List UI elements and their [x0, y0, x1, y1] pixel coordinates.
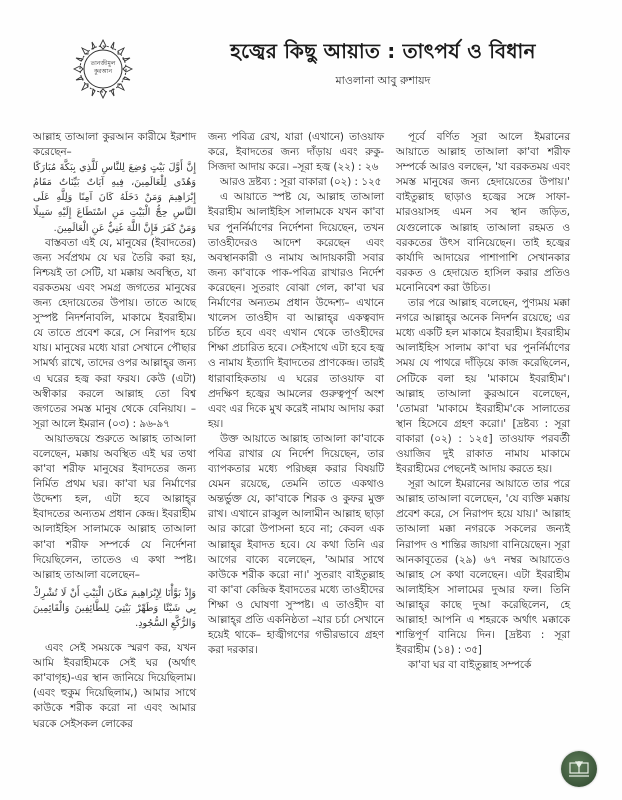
arabic-verse-1: إِنَّ أَوَّلَ بَيْتٍ وُضِعَ لِلنَّاسِ لَلَّذِي بِبَكَّةَ مُبَارَكًا وَهُدًى لِلْعَالَمِينَ، فِيهِ آيَاتٌ بَيِّنَاتٌ مَقَامُ إِبْرَاهِيمَ وَمَنْ دَخَلَهُ كَانَ آمِنًا وَلِلَّهِ عَلَى النَّاسِ حِجُّ الْبَيْتِ مَنِ اسْتَطَاعَ إِلَيْهِ سَبِيلًا وَمَنْ كَفَرَ فَإِنَّ اللَّهَ غَنِيٌّ عَنِ الْعَالَمِينَ.	[33, 162, 196, 234]
reference-note: আরও দ্রষ্টব্য : সূরা বাকারা (০২) : ১২৫	[220, 176, 382, 189]
article-author: মাওলানা আবু রুশায়দ	[335, 74, 431, 87]
text-column-3	[396, 130, 570, 673]
paragraph: পূর্বে বর্ণিত সূরা আলে ইমরানের আয়াতে আল্লাহ তাআলা কা'বা শরীফ সম্পর্কে আরও বলছেন, 'যা বরকতময় এবং সমস্ত মানুষের জন্য হেদায়েতের উপায়।' বাইতুল্লাহ ছাড়াও হজ্বের সঙ্গে সাফা-মারওয়াসহ এমন সব স্থান জড়িত, যেগুলোকে আল্লাহ তাআলা রহমত ও বরকতের উৎস বানিয়েছেন। তাই হজ্বের কার্যাদি আদায়ের পাশাপাশি সেখানকার বরকত ও হেদায়েত হাসিল করার প্রতিও মনোনিবেশ করা উচিত।	[396, 131, 570, 294]
arabic-verse-2: وَإِذْ بَوَّأْنَا لِإِبْرَاهِيمَ مَكَانَ الْبَيْتِ أَنْ لَا تُشْرِكْ بِي شَيْئًا وَطَهِّرْ بَيْتِيَ لِلطَّائِفِينَ وَالْقَائِمِينَ وَالرُّكَّعِ السُّجُودِ.	[33, 587, 196, 629]
paragraph: আয়াতদ্বয়ে শুরুতে আল্লাহ তাআলা বলেছেন, মক্কায় অবস্থিত এই ঘর তথা কা'বা শরীফ মানুষের ইবাদতের জন্য নির্মিত প্রথম ঘর। কা'বা ঘর নির্মাণের উদ্দেশ্য হল, এটা হবে আল্লাহ্‌র ইবাদতের অন্যতম প্রধান কেন্দ্র। ইবরাহীম আলাইহিস সালামকে আল্লাহ তাআলা কা'বা শরীফ সম্পর্কে যে নির্দেশনা দিয়েছিলেন, তাতেও এ কথা স্পষ্ট। আল্লাহ তাআলা বলেছেন–	[33, 432, 196, 581]
text-column-2	[208, 130, 384, 658]
paragraph: বাস্তবতা এই যে, মানুষের (ইবাদতের) জন্য সর্বপ্রথম যে ঘর তৈরি করা হয়, নিশ্চয়ই তা সেটি, যা মক্কায় অবস্থিত, যা বরকতময় এবং সমগ্র জগতের মানুষের জন্য হেদায়েতের উপায়। তাতে আছে সুস্পষ্ট নিদর্শনাবলি, মাকামে ইবরাহীম। যে তাতে প্রবেশ করে, সে নিরাপদ হয়ে যায়। মানুষের মধ্যে যারা সেখানে পৌছার সামর্থ্য রাখে, তাদের ওপর আল্লাহ্‌র জন্য এ ঘরের হজ্ব করা ফরয। কেউ (এটা) অস্বীকার করলে আল্লাহ তো বিশ্ব জগতের সমস্ত মানুষ থেকে বেনিয়ায। –সূরা আলে ইমরান (০৩) : ৯৬-৯৭	[33, 236, 196, 430]
logo-text: তানজীমুল কুরআন	[90, 60, 116, 75]
intro-paragraph: আল্লাহ তাআলা কুরআন কারীমে ইরশাদ করেছেন–	[33, 131, 196, 159]
paragraph: এ আয়াতে স্পষ্ট যে, আল্লাহ তাআলা ইবরাহীম আলাইহিস সালামকে যখন কা'বা ঘর পুনর্নির্মাণের নির্দেশনা দিয়েছেন, তখন তাওহীদেরও আদেশ করেছেন এবং অবস্থানকারী ও নামায আদায়কারী সবার জন্য কা'বাকে পাক-পবিত্র রাখারও নির্দেশ করেছেন। সুতরাং বোঝা গেল, কা'বা ঘর নির্মাণের অন্যতম প্রধান উদ্দেশ্য– এখানে খালেস তাওহীদ বা আল্লাহ্‌র একত্ববাদ চর্চিত হবে এবং এখান থেকে তাওহীদের শিক্ষা প্রচারিত হবে। সেইসাথে এটা হবে হজ্ব ও নামায ইত্যাদি ইবাদতের প্রাণকেন্দ্র। তারই ধারাবাহিকতায় এ ঘরের তাওয়াফ বা প্রদক্ষিণ হজ্বের আমলের গুরুত্বপূর্ণ অংশ এবং এর দিকে মুখ করেই নামায আদায় করা হয়।	[208, 191, 384, 430]
paragraph: তার পরে আল্লাহ বলেছেন, পুণ্যময় মক্কা নগরে আল্লাহ্‌র অনেক নিদর্শন রয়েছে; এর মধ্যে একটি হল মাকামে ইবরাহীম। ইবরাহীম আলাইহিস সালাম কা'বা ঘর পুনর্নির্মাণের সময় যে পাথরে দাঁড়িয়ে কাজ করেছিলেন, সেটিকে বলা হয় 'মাকামে ইবরাহীম'। আল্লাহ তাআলা কুরআনে বলেছেন, 'তোমরা 'মাকামে ইবরাহীম'কে সালাতের স্থান হিসেবে গ্রহণ করো।' [দ্রষ্টব্য : সূরা বাকারা (০২) : ১২৫] তাওয়াফ পরবর্তী ওয়াজিব দুই রাকাত নামায মাকামে ইবরাহীমের পেছনেই আদায় করতে হয়।	[396, 297, 570, 476]
paragraph: সূরা আলে ইমরানের আয়াতে তার পরে আল্লাহ তাআলা বলেছেন, 'যে ব্যক্তি মক্কায় প্রবেশ করে, সে নিরাপদ হয়ে যায়।' আল্লাহ তাআলা মক্কা নগরকে সকলের জন্যই নিরাপদ ও শান্তির জায়গা বানিয়েছেন। সূরা আনকাবূতের (২৯) ৬৭ নম্বর আয়াতেও আল্লাহ সে কথা বলেছেন। এটা ইবরাহীম আলাইহিস সালামের দুআর ফল। তিনি আল্লাহ্‌র কাছে দুআ করেছিলেন, হে আল্লাহ! আপনি এ শহরকে অর্থাৎ মক্কাকে শান্তিপূর্ণ বানিয়ে দিন। [দ্রষ্টব্য : সূরা ইবরাহীম (১৪) : ৩৫]	[396, 478, 570, 657]
paragraph: এবং সেই সময়কে স্মরণ কর, যখন আমি ইবরাহীমকে সেই ঘর (অর্থাৎ কা'বাগৃহ)-এর স্থান জানিয়ে দিয়েছিলাম। (এবং হুকুম দিয়েছিলাম,) আমার সাথে কাউকে শরীক করো না এবং আমার ঘরকে সেইসকল লোকের	[33, 642, 196, 730]
publication-logo	[72, 38, 134, 100]
article-title: হজ্বের কিছু আয়াত : তাৎপর্য ও বিধান	[230, 39, 536, 63]
paragraph: জন্য পবিত্র রেখ, যারা (এখানে) তাওয়াফ করে, ইবাদতের জন্য দাঁড়ায় এবং রুকু-সিজদা আদায় করে। –সূরা হজ্ব (২২) : ২৬	[208, 131, 384, 174]
book-stand-icon	[567, 758, 591, 780]
corner-badge[interactable]	[561, 751, 597, 787]
text-column-1	[33, 130, 196, 732]
paragraph: কা'বা ঘর বা বাইতুল্লাহ সম্পর্কে	[408, 659, 532, 672]
paragraph: উক্ত আয়াতে আল্লাহ তাআলা কা'বাকে পবিত্র রাখার যে নির্দেশ দিয়েছেন, তার ব্যাপকতার মধ্যে পরিচ্ছন্ন করার বিষয়টি যেমন রয়েছে, তেমনি তাতে একথাও অন্তর্ভুক্ত যে, কা'বাকে শিরক ও কুফর মুক্ত রাখ। এখানে রাব্বুল আলামীন আল্লাহ ছাড়া আর কারো উপাসনা হবে না; কেবল এক আল্লাহ্‌র ইবাদত হবে। যে কথা তিনি এর আগের বাক্যে বলেছেন, 'আমার সাথে কাউকে শরীক করো না।' সুতরাং বাইতুল্লাহ বা কা'বা কেন্দ্রিক ইবাদতের মধ্যে তাওহীদের শিক্ষা ও ঘোষণা সুস্পষ্ট। এ তাওহীদ বা আল্লাহ্‌র প্রতি একনিষ্ঠতা –যার চর্চা সেখানে হয়েই থাকে– হাজ্বীগণের গভীরভাবে গ্রহণ করা দরকার।	[208, 432, 384, 657]
